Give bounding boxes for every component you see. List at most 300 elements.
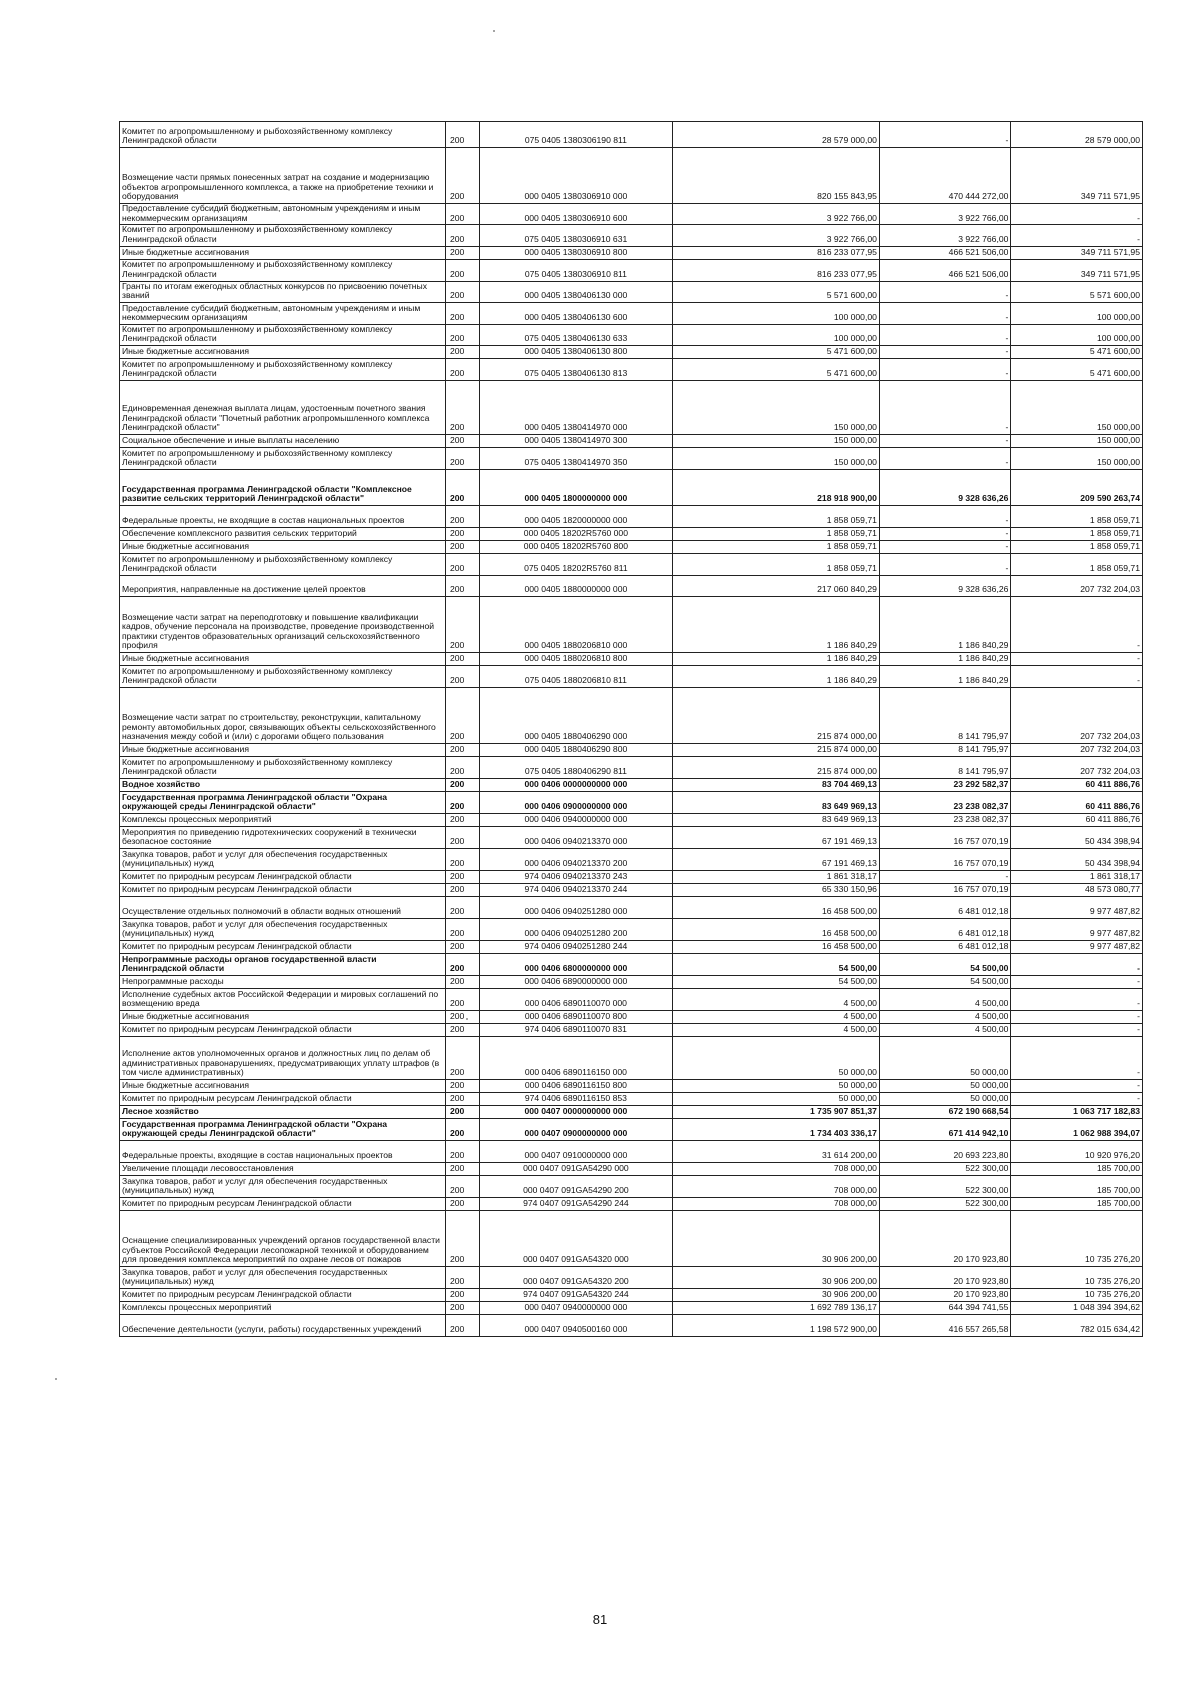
- row-name: Закупка товаров, работ и услуг для обеспечения государственных (муниципальных) нужд: [120, 1176, 446, 1198]
- row-name: Государственная программа Ленинградской области "Охрана окружающей среды Ленинградской области": [120, 1119, 446, 1141]
- row-approved-amount: 31 614 200,00: [673, 1141, 880, 1163]
- row-executed-amount: 4 500,00: [879, 1011, 1011, 1024]
- row-budget-code: 000 0406 0940213370 000: [479, 827, 672, 849]
- row-admin-code: 200: [446, 688, 480, 744]
- table-row: [120, 1037, 1143, 1080]
- row-admin-code: 200: [446, 1011, 480, 1024]
- row-approved-amount: 50 000,00: [673, 1037, 880, 1080]
- row-remaining-amount: 10 920 976,20: [1011, 1141, 1143, 1163]
- row-remaining-amount: 150 000,00: [1011, 448, 1143, 470]
- table-row: [120, 554, 1143, 576]
- row-budget-code: 000 0406 6890116150 000: [479, 1037, 672, 1080]
- row-admin-code: 200: [446, 827, 480, 849]
- row-admin-code: 200: [446, 919, 480, 941]
- row-remaining-amount: 60 411 886,76: [1011, 814, 1143, 827]
- row-approved-amount: 816 233 077,95: [673, 246, 880, 259]
- row-remaining-amount: 207 732 204,03: [1011, 688, 1143, 744]
- row-executed-amount: 6 481 012,18: [879, 897, 1011, 919]
- row-budget-code: 000 0405 1380414970 000: [479, 381, 672, 435]
- row-executed-amount: -: [879, 346, 1011, 359]
- row-budget-code: 000 0406 0940000000 000: [479, 814, 672, 827]
- row-approved-amount: 1 186 840,29: [673, 653, 880, 666]
- row-remaining-amount: 150 000,00: [1011, 435, 1143, 448]
- row-admin-code: 200: [446, 1024, 480, 1037]
- row-approved-amount: 5 471 600,00: [673, 346, 880, 359]
- row-remaining-amount: 10 735 276,20: [1011, 1289, 1143, 1302]
- row-executed-amount: 644 394 741,55: [879, 1302, 1011, 1315]
- row-executed-amount: 9 328 636,26: [879, 576, 1011, 597]
- table-row: [120, 381, 1143, 435]
- row-remaining-amount: 28 579 000,00: [1011, 122, 1143, 148]
- table-row: [120, 324, 1143, 345]
- row-remaining-amount: 10 735 276,20: [1011, 1267, 1143, 1289]
- row-executed-amount: -: [879, 122, 1011, 148]
- row-budget-code: 000 0405 1380406130 600: [479, 302, 672, 324]
- row-remaining-amount: 10 735 276,20: [1011, 1211, 1143, 1267]
- row-name: Комитет по природным ресурсам Ленинградской области: [120, 1093, 446, 1106]
- row-budget-code: 000 0406 6890110070 000: [479, 989, 672, 1011]
- row-approved-amount: 4 500,00: [673, 989, 880, 1011]
- row-admin-code: 200: [446, 941, 480, 954]
- row-name: Предоставление субсидий бюджетным, автономным учреждениям и иным некоммерческим организациям: [120, 302, 446, 324]
- row-admin-code: 200: [446, 897, 480, 919]
- row-admin-code: 200: [446, 259, 480, 281]
- row-admin-code: 200: [446, 122, 480, 148]
- row-remaining-amount: 9 977 487,82: [1011, 897, 1143, 919]
- table-row: [120, 541, 1143, 554]
- row-budget-code: 000 0407 0900000000 000: [479, 1119, 672, 1141]
- row-name: Комитет по агропромышленному и рыбохозяйственному комплексу Ленинградской области: [120, 448, 446, 470]
- row-name: Непрограммные расходы органов государственной власти Ленинградской области: [120, 954, 446, 976]
- row-executed-amount: 416 557 265,58: [879, 1315, 1011, 1337]
- row-remaining-amount: 150 000,00: [1011, 381, 1143, 435]
- row-name: Единовременная денежная выплата лицам, удостоенным почетного звания Ленинградской области "Почетный работник агропромышленного комплекса Ленинградской области": [120, 381, 446, 435]
- row-approved-amount: 217 060 840,29: [673, 576, 880, 597]
- row-remaining-amount: 349 711 571,95: [1011, 148, 1143, 204]
- row-budget-code: 000 0405 1380306910 000: [479, 148, 672, 204]
- table-row: [120, 1141, 1143, 1163]
- row-remaining-amount: 9 977 487,82: [1011, 941, 1143, 954]
- table-row: [120, 757, 1143, 779]
- row-approved-amount: 50 000,00: [673, 1080, 880, 1093]
- table-row: [120, 989, 1143, 1011]
- row-approved-amount: 3 922 766,00: [673, 225, 880, 246]
- row-admin-code: 200: [446, 1163, 480, 1176]
- row-remaining-amount: 9 977 487,82: [1011, 919, 1143, 941]
- row-remaining-amount: 209 590 263,74: [1011, 470, 1143, 506]
- row-budget-code: 000 0407 091GA54320 000: [479, 1211, 672, 1267]
- row-remaining-amount: 782 015 634,42: [1011, 1315, 1143, 1337]
- row-budget-code: 000 0405 1380414970 300: [479, 435, 672, 448]
- row-executed-amount: 16 757 070,19: [879, 849, 1011, 871]
- row-admin-code: 200: [446, 324, 480, 345]
- row-admin-code: 200: [446, 1267, 480, 1289]
- row-remaining-amount: -: [1011, 653, 1143, 666]
- row-admin-code: 200: [446, 1302, 480, 1315]
- table-row: [120, 448, 1143, 470]
- row-approved-amount: 816 233 077,95: [673, 259, 880, 281]
- row-admin-code: 200: [446, 1093, 480, 1106]
- table-body: [120, 122, 1143, 1337]
- row-remaining-amount: 5 571 600,00: [1011, 281, 1143, 302]
- row-name: Комитет по природным ресурсам Ленинградской области: [120, 1198, 446, 1211]
- row-remaining-amount: 1 858 059,71: [1011, 541, 1143, 554]
- row-approved-amount: 215 874 000,00: [673, 757, 880, 779]
- table-row: [120, 1093, 1143, 1106]
- row-name: Социальное обеспечение и иные выплаты населению: [120, 435, 446, 448]
- row-remaining-amount: 100 000,00: [1011, 324, 1143, 345]
- row-remaining-amount: 1 861 318,17: [1011, 871, 1143, 884]
- table-row: [120, 346, 1143, 359]
- row-name: Мероприятия, направленные на достижение целей проектов: [120, 576, 446, 597]
- row-name: Исполнение судебных актов Российской Федерации и мировых соглашений по возмещению вреда: [120, 989, 446, 1011]
- table-row: [120, 204, 1143, 225]
- row-name: Лесное хозяйство: [120, 1106, 446, 1119]
- row-approved-amount: 1 186 840,29: [673, 597, 880, 653]
- row-admin-code: 200: [446, 381, 480, 435]
- row-executed-amount: -: [879, 324, 1011, 345]
- row-budget-code: 000 0405 18202R5760 000: [479, 528, 672, 541]
- row-budget-code: 000 0406 6890110070 800: [479, 1011, 672, 1024]
- row-admin-code: 200: [446, 359, 480, 381]
- table-row: [120, 225, 1143, 246]
- row-budget-code: 075 0405 1380306910 811: [479, 259, 672, 281]
- row-name: Обеспечение комплексного развития сельских территорий: [120, 528, 446, 541]
- row-budget-code: 000 0407 0910000000 000: [479, 1141, 672, 1163]
- row-approved-amount: 1 858 059,71: [673, 528, 880, 541]
- table-row: [120, 941, 1143, 954]
- row-approved-amount: 150 000,00: [673, 381, 880, 435]
- row-admin-code: 200: [446, 744, 480, 757]
- row-executed-amount: 672 190 668,54: [879, 1106, 1011, 1119]
- row-name: Иные бюджетные ассигнования: [120, 346, 446, 359]
- row-executed-amount: 6 481 012,18: [879, 941, 1011, 954]
- row-admin-code: 200: [446, 954, 480, 976]
- row-budget-code: 075 0405 1380406130 633: [479, 324, 672, 345]
- row-admin-code: 200: [446, 435, 480, 448]
- row-name: Комитет по агропромышленному и рыбохозяйственному комплексу Ленинградской области: [120, 324, 446, 345]
- table-row: [120, 897, 1143, 919]
- row-admin-code: 200: [446, 779, 480, 792]
- row-name: Иные бюджетные ассигнования: [120, 1080, 446, 1093]
- table-row: [120, 792, 1143, 814]
- row-budget-code: 000 0407 0940000000 000: [479, 1302, 672, 1315]
- row-remaining-amount: 50 434 398,94: [1011, 827, 1143, 849]
- row-remaining-amount: 48 573 080,77: [1011, 884, 1143, 897]
- row-admin-code: 200: [446, 871, 480, 884]
- row-admin-code: 200: [446, 1141, 480, 1163]
- row-budget-code: 000 0406 0940251280 000: [479, 897, 672, 919]
- row-name: Закупка товаров, работ и услуг для обеспечения государственных (муниципальных) нужд: [120, 1267, 446, 1289]
- row-budget-code: 075 0405 1380406130 813: [479, 359, 672, 381]
- row-budget-code: 000 0407 091GA54290 200: [479, 1176, 672, 1198]
- row-approved-amount: 820 155 843,95: [673, 148, 880, 204]
- table-row: [120, 1024, 1143, 1037]
- row-budget-code: 000 0405 1880406290 800: [479, 744, 672, 757]
- row-executed-amount: -: [879, 435, 1011, 448]
- row-executed-amount: 54 500,00: [879, 954, 1011, 976]
- table-row: [120, 744, 1143, 757]
- row-budget-code: 075 0405 1880406290 811: [479, 757, 672, 779]
- row-executed-amount: -: [879, 448, 1011, 470]
- row-remaining-amount: 185 700,00: [1011, 1198, 1143, 1211]
- row-executed-amount: -: [879, 302, 1011, 324]
- row-approved-amount: 16 458 500,00: [673, 941, 880, 954]
- row-executed-amount: 23 238 082,37: [879, 814, 1011, 827]
- row-remaining-amount: 100 000,00: [1011, 302, 1143, 324]
- table-row: [120, 1289, 1143, 1302]
- row-executed-amount: 54 500,00: [879, 976, 1011, 989]
- row-name: Комитет по агропромышленному и рыбохозяйственному комплексу Ленинградской области: [120, 554, 446, 576]
- row-remaining-amount: 207 732 204,03: [1011, 576, 1143, 597]
- row-executed-amount: -: [879, 359, 1011, 381]
- row-executed-amount: 8 141 795,97: [879, 688, 1011, 744]
- row-remaining-amount: -: [1011, 666, 1143, 688]
- row-budget-code: 974 0406 0940213370 243: [479, 871, 672, 884]
- row-approved-amount: 215 874 000,00: [673, 744, 880, 757]
- row-name: Государственная программа Ленинградской области "Комплексное развитие сельских территорий Ленинградской области": [120, 470, 446, 506]
- table-row: [120, 666, 1143, 688]
- row-executed-amount: 466 521 506,00: [879, 246, 1011, 259]
- row-executed-amount: -: [879, 528, 1011, 541]
- row-budget-code: 000 0405 1880206810 000: [479, 597, 672, 653]
- row-approved-amount: 54 500,00: [673, 976, 880, 989]
- row-remaining-amount: 207 732 204,03: [1011, 744, 1143, 757]
- row-approved-amount: 50 000,00: [673, 1093, 880, 1106]
- row-executed-amount: -: [879, 281, 1011, 302]
- row-name: Иные бюджетные ассигнования: [120, 246, 446, 259]
- row-admin-code: 200: [446, 1176, 480, 1198]
- row-approved-amount: 83 649 969,13: [673, 792, 880, 814]
- row-name: Оснащение специализированных учреждений органов государственной власти субъектов Российской Федерации лесопожарной техникой и оборудованием для проведения комплекса мероприятий по охране лесов от пожаров: [120, 1211, 446, 1267]
- row-budget-code: 000 0405 1380406130 800: [479, 346, 672, 359]
- row-approved-amount: 100 000,00: [673, 324, 880, 345]
- table-row: [120, 246, 1143, 259]
- table-row: [120, 576, 1143, 597]
- row-approved-amount: 67 191 469,13: [673, 827, 880, 849]
- row-budget-code: 000 0406 0940251280 200: [479, 919, 672, 941]
- row-approved-amount: 1 692 789 136,17: [673, 1302, 880, 1315]
- row-approved-amount: 54 500,00: [673, 954, 880, 976]
- row-admin-code: 200: [446, 554, 480, 576]
- row-name: Возмещение части затрат по строительству, реконструкции, капитальному ремонту автомобильных дорог, связывающих объекты сельскохозяйственного назначения между собой и (или) с дорогами общего пользования: [120, 688, 446, 744]
- row-name: Федеральные проекты, не входящие в состав национальных проектов: [120, 506, 446, 528]
- scan-speck: [493, 30, 495, 32]
- table-row: [120, 871, 1143, 884]
- row-budget-code: 000 0406 6890000000 000: [479, 976, 672, 989]
- row-admin-code: 200: [446, 976, 480, 989]
- row-executed-amount: 522 300,00: [879, 1198, 1011, 1211]
- budget-table: [119, 121, 1143, 1337]
- row-budget-code: 000 0405 1820000000 000: [479, 506, 672, 528]
- table-row: [120, 597, 1143, 653]
- row-executed-amount: 8 141 795,97: [879, 744, 1011, 757]
- row-name: Комитет по природным ресурсам Ленинградской области: [120, 1289, 446, 1302]
- row-admin-code: 200: [446, 884, 480, 897]
- row-admin-code: 200: [446, 541, 480, 554]
- row-remaining-amount: 5 471 600,00: [1011, 346, 1143, 359]
- row-executed-amount: 20 170 923,80: [879, 1267, 1011, 1289]
- row-budget-code: 974 0406 0940213370 244: [479, 884, 672, 897]
- row-budget-code: 974 0407 091GA54290 244: [479, 1198, 672, 1211]
- row-approved-amount: 3 922 766,00: [673, 204, 880, 225]
- table-row: [120, 148, 1143, 204]
- table-row: [120, 688, 1143, 744]
- row-executed-amount: 16 757 070,19: [879, 827, 1011, 849]
- row-budget-code: 000 0405 1380306910 800: [479, 246, 672, 259]
- row-executed-amount: -: [879, 541, 1011, 554]
- table-row: [120, 1163, 1143, 1176]
- row-budget-code: 075 0405 18202R5760 811: [479, 554, 672, 576]
- row-executed-amount: 23 292 582,37: [879, 779, 1011, 792]
- row-admin-code: 200: [446, 1289, 480, 1302]
- row-remaining-amount: -: [1011, 204, 1143, 225]
- row-admin-code: 200: [446, 1211, 480, 1267]
- row-approved-amount: 83 704 469,13: [673, 779, 880, 792]
- table-row: [120, 1198, 1143, 1211]
- table-row: [120, 281, 1143, 302]
- row-remaining-amount: -: [1011, 1024, 1143, 1037]
- row-remaining-amount: 185 700,00: [1011, 1163, 1143, 1176]
- row-budget-code: 000 0406 0000000000 000: [479, 779, 672, 792]
- row-remaining-amount: -: [1011, 1080, 1143, 1093]
- row-approved-amount: 83 649 969,13: [673, 814, 880, 827]
- row-name: Комитет по природным ресурсам Ленинградской области: [120, 871, 446, 884]
- row-budget-code: 000 0405 1800000000 000: [479, 470, 672, 506]
- row-approved-amount: 1 734 403 336,17: [673, 1119, 880, 1141]
- row-admin-code: 200: [446, 1037, 480, 1080]
- row-executed-amount: 470 444 272,00: [879, 148, 1011, 204]
- table-row: [120, 814, 1143, 827]
- row-admin-code: 200: [446, 204, 480, 225]
- table-row: [120, 849, 1143, 871]
- row-budget-code: 974 0406 0940251280 244: [479, 941, 672, 954]
- table-row: [120, 122, 1143, 148]
- row-executed-amount: 1 186 840,29: [879, 597, 1011, 653]
- row-remaining-amount: 50 434 398,94: [1011, 849, 1143, 871]
- row-name: Иные бюджетные ассигнования: [120, 744, 446, 757]
- row-approved-amount: 150 000,00: [673, 448, 880, 470]
- table-row: [120, 827, 1143, 849]
- row-executed-amount: 4 500,00: [879, 1024, 1011, 1037]
- row-name: Комплексы процессных мероприятий: [120, 1302, 446, 1315]
- table-row: [120, 528, 1143, 541]
- row-executed-amount: 16 757 070,19: [879, 884, 1011, 897]
- row-name: Государственная программа Ленинградской области "Охрана окружающей среды Ленинградской области": [120, 792, 446, 814]
- row-admin-code: 200: [446, 1315, 480, 1337]
- row-remaining-amount: 60 411 886,76: [1011, 779, 1143, 792]
- row-budget-code: 000 0407 0000000000 000: [479, 1106, 672, 1119]
- row-approved-amount: 5 471 600,00: [673, 359, 880, 381]
- scan-speck: [55, 1378, 57, 1380]
- row-executed-amount: 4 500,00: [879, 989, 1011, 1011]
- table-row: [120, 302, 1143, 324]
- row-executed-amount: 1 186 840,29: [879, 666, 1011, 688]
- row-executed-amount: 3 922 766,00: [879, 204, 1011, 225]
- row-approved-amount: 708 000,00: [673, 1163, 880, 1176]
- row-remaining-amount: -: [1011, 1037, 1143, 1080]
- row-name: Обеспечение деятельности (услуги, работы) государственных учреждений: [120, 1315, 446, 1337]
- row-admin-code: 200: [446, 246, 480, 259]
- row-approved-amount: 708 000,00: [673, 1176, 880, 1198]
- row-budget-code: 000 0407 091GA54290 000: [479, 1163, 672, 1176]
- table-row: [120, 1176, 1143, 1198]
- row-executed-amount: -: [879, 506, 1011, 528]
- row-name: Иные бюджетные ассигнования: [120, 1011, 446, 1024]
- row-remaining-amount: -: [1011, 954, 1143, 976]
- row-budget-code: 075 0405 1380306190 811: [479, 122, 672, 148]
- row-budget-code: 974 0407 091GA54320 244: [479, 1289, 672, 1302]
- table-row: [120, 954, 1143, 976]
- row-budget-code: 075 0405 1380414970 350: [479, 448, 672, 470]
- row-budget-code: 000 0406 6890116150 800: [479, 1080, 672, 1093]
- row-executed-amount: 23 238 082,37: [879, 792, 1011, 814]
- row-executed-amount: 6 481 012,18: [879, 919, 1011, 941]
- row-budget-code: 974 0406 6890116150 853: [479, 1093, 672, 1106]
- row-budget-code: 000 0406 0940213370 200: [479, 849, 672, 871]
- row-admin-code: 200: [446, 814, 480, 827]
- row-name: Возмещение части прямых понесенных затрат на создание и модернизацию объектов агропромышленного комплекса, а также на приобретение техники и оборудования: [120, 148, 446, 204]
- row-admin-code: 200: [446, 346, 480, 359]
- row-approved-amount: 1 858 059,71: [673, 541, 880, 554]
- row-admin-code: 200: [446, 792, 480, 814]
- row-name: Иные бюджетные ассигнования: [120, 653, 446, 666]
- row-approved-amount: 16 458 500,00: [673, 919, 880, 941]
- table-row: [120, 1302, 1143, 1315]
- table-row: [120, 884, 1143, 897]
- row-executed-amount: 20 170 923,80: [879, 1211, 1011, 1267]
- table-row: [120, 506, 1143, 528]
- table-row: [120, 435, 1143, 448]
- table-row: [120, 1119, 1143, 1141]
- row-admin-code: 200: [446, 1119, 480, 1141]
- row-name: Гранты по итогам ежегодных областных конкурсов по присвоению почетных званий: [120, 281, 446, 302]
- row-name: Водное хозяйство: [120, 779, 446, 792]
- row-approved-amount: 1 861 318,17: [673, 871, 880, 884]
- row-approved-amount: 5 571 600,00: [673, 281, 880, 302]
- row-remaining-amount: -: [1011, 1011, 1143, 1024]
- row-approved-amount: 1 858 059,71: [673, 554, 880, 576]
- row-executed-amount: 50 000,00: [879, 1080, 1011, 1093]
- row-approved-amount: 65 330 150,96: [673, 884, 880, 897]
- row-name: Комитет по агропромышленному и рыбохозяйственному комплексу Ленинградской области: [120, 259, 446, 281]
- row-approved-amount: 1 186 840,29: [673, 666, 880, 688]
- row-budget-code: 974 0406 6890110070 831: [479, 1024, 672, 1037]
- table-row: [120, 1267, 1143, 1289]
- row-remaining-amount: -: [1011, 989, 1143, 1011]
- row-admin-code: 200: [446, 849, 480, 871]
- page-number: 81: [592, 1612, 608, 1627]
- row-budget-code: 000 0405 1380306910 600: [479, 204, 672, 225]
- row-executed-amount: -: [879, 871, 1011, 884]
- row-remaining-amount: 5 471 600,00: [1011, 359, 1143, 381]
- row-name: Закупка товаров, работ и услуг для обеспечения государственных (муниципальных) нужд: [120, 849, 446, 871]
- row-name: Комитет по агропромышленному и рыбохозяйственному комплексу Ленинградской области: [120, 122, 446, 148]
- row-budget-code: 000 0407 0940500160 000: [479, 1315, 672, 1337]
- row-remaining-amount: 1 062 988 394,07: [1011, 1119, 1143, 1141]
- row-remaining-amount: 1 048 394 394,62: [1011, 1302, 1143, 1315]
- row-name: Возмещение части затрат на переподготовку и повышение квалификации кадров, обучение персонала на производстве, проведение производственной практики студентов образовательных организаций сельскохозяйственного профиля: [120, 597, 446, 653]
- table-row: [120, 976, 1143, 989]
- table-row: [120, 470, 1143, 506]
- row-name: Комитет по агропромышленному и рыбохозяйственному комплексу Ленинградской области: [120, 757, 446, 779]
- row-approved-amount: 28 579 000,00: [673, 122, 880, 148]
- row-executed-amount: -: [879, 554, 1011, 576]
- row-executed-amount: 20 693 223,80: [879, 1141, 1011, 1163]
- table-row: [120, 1080, 1143, 1093]
- row-executed-amount: 9 328 636,26: [879, 470, 1011, 506]
- row-approved-amount: 67 191 469,13: [673, 849, 880, 871]
